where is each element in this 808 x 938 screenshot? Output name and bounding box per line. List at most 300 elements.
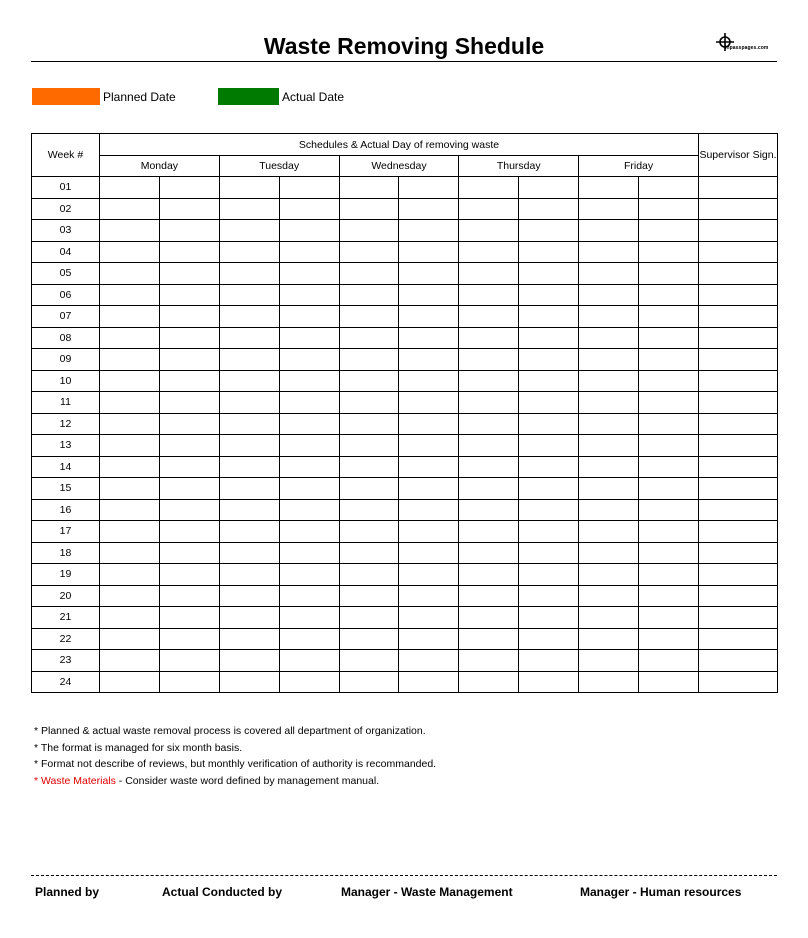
actual-date-cell[interactable]	[279, 435, 339, 457]
actual-date-cell[interactable]	[639, 628, 699, 650]
planned-date-cell[interactable]	[459, 628, 519, 650]
actual-date-cell[interactable]	[399, 585, 459, 607]
planned-date-cell[interactable]	[219, 370, 279, 392]
actual-date-cell[interactable]	[639, 241, 699, 263]
planned-date-cell[interactable]	[579, 478, 639, 500]
planned-date-cell[interactable]	[339, 607, 399, 629]
planned-date-cell[interactable]	[579, 198, 639, 220]
planned-date-cell[interactable]	[459, 177, 519, 199]
actual-date-cell[interactable]	[399, 392, 459, 414]
actual-date-cell[interactable]	[639, 456, 699, 478]
actual-date-cell[interactable]	[639, 585, 699, 607]
planned-date-cell[interactable]	[339, 327, 399, 349]
actual-date-cell[interactable]	[159, 306, 219, 328]
actual-date-cell[interactable]	[279, 177, 339, 199]
schedule-table	[31, 133, 778, 693]
planned-date-cell[interactable]	[100, 263, 160, 285]
actual-date-cell[interactable]	[519, 327, 579, 349]
planned-date-cell[interactable]	[339, 177, 399, 199]
week-number: 10	[32, 370, 100, 392]
actual-date-cell[interactable]	[519, 284, 579, 306]
planned-date-cell[interactable]	[459, 241, 519, 263]
planned-date-cell[interactable]	[579, 628, 639, 650]
supervisor-sign-cell[interactable]	[699, 521, 778, 543]
supervisor-sign-cell[interactable]	[699, 284, 778, 306]
actual-date-cell[interactable]	[279, 628, 339, 650]
actual-date-cell[interactable]	[639, 671, 699, 693]
week-number: 14	[32, 456, 100, 478]
actual-date-cell[interactable]	[639, 392, 699, 414]
supervisor-sign-cell[interactable]	[699, 435, 778, 457]
actual-date-cell[interactable]	[519, 478, 579, 500]
actual-date-cell[interactable]	[399, 220, 459, 242]
actual-date-cell[interactable]	[159, 478, 219, 500]
planned-date-cell[interactable]	[219, 263, 279, 285]
planned-date-cell[interactable]	[579, 284, 639, 306]
planned-date-cell[interactable]	[579, 607, 639, 629]
planned-date-cell[interactable]	[100, 327, 160, 349]
planned-date-cell[interactable]	[100, 349, 160, 371]
actual-date-cell[interactable]	[399, 456, 459, 478]
actual-date-cell[interactable]	[399, 241, 459, 263]
actual-date-cell[interactable]	[279, 650, 339, 672]
planned-date-cell[interactable]	[339, 241, 399, 263]
actual-date-cell[interactable]	[639, 435, 699, 457]
planned-date-cell[interactable]	[219, 521, 279, 543]
planned-date-cell[interactable]	[459, 306, 519, 328]
actual-date-cell[interactable]	[279, 413, 339, 435]
actual-date-cell[interactable]	[519, 370, 579, 392]
planned-date-cell[interactable]	[579, 650, 639, 672]
table-row	[32, 284, 778, 306]
planned-date-cell[interactable]	[339, 198, 399, 220]
planned-date-cell[interactable]	[339, 370, 399, 392]
planned-date-cell[interactable]	[219, 435, 279, 457]
note-line: * Format not describe of reviews, but monthly verification of authority is recommanded.	[34, 758, 437, 770]
actual-date-cell[interactable]	[159, 456, 219, 478]
signature-divider	[31, 875, 777, 876]
planned-date-cell[interactable]	[579, 521, 639, 543]
actual-date-cell[interactable]	[519, 435, 579, 457]
planned-date-cell[interactable]	[219, 413, 279, 435]
actual-date-cell[interactable]	[399, 413, 459, 435]
planned-date-cell[interactable]	[100, 284, 160, 306]
actual-date-cell[interactable]	[399, 564, 459, 586]
planned-date-cell[interactable]	[459, 456, 519, 478]
planned-date-cell[interactable]	[579, 435, 639, 457]
planned-date-cell[interactable]	[579, 263, 639, 285]
supervisor-sign-cell[interactable]	[699, 370, 778, 392]
actual-date-cell[interactable]	[279, 198, 339, 220]
actual-date-cell[interactable]	[279, 499, 339, 521]
manager-hr-label: Manager - Human resources	[580, 885, 742, 899]
actual-date-cell[interactable]	[159, 284, 219, 306]
actual-date-cell[interactable]	[639, 521, 699, 543]
planned-date-cell[interactable]	[219, 392, 279, 414]
actual-date-cell[interactable]	[279, 306, 339, 328]
actual-date-cell[interactable]	[399, 370, 459, 392]
actual-date-cell[interactable]	[279, 585, 339, 607]
week-number: 03	[32, 220, 100, 242]
actual-date-cell[interactable]	[519, 241, 579, 263]
actual-date-cell[interactable]	[159, 241, 219, 263]
actual-date-cell[interactable]	[519, 413, 579, 435]
actual-date-cell[interactable]	[639, 220, 699, 242]
actual-date-cell[interactable]	[519, 263, 579, 285]
supervisor-sign-cell[interactable]	[699, 241, 778, 263]
planned-date-cell[interactable]	[339, 650, 399, 672]
planned-date-cell[interactable]	[459, 435, 519, 457]
planned-date-cell[interactable]	[339, 284, 399, 306]
planned-date-cell[interactable]	[459, 198, 519, 220]
week-number: 23	[32, 650, 100, 672]
actual-date-cell[interactable]	[159, 220, 219, 242]
actual-date-cell[interactable]	[519, 220, 579, 242]
planned-date-cell[interactable]	[100, 521, 160, 543]
planned-date-cell[interactable]	[579, 456, 639, 478]
actual-date-cell[interactable]	[279, 607, 339, 629]
actual-date-cell[interactable]	[519, 542, 579, 564]
supervisor-sign-cell[interactable]	[699, 413, 778, 435]
actual-date-cell[interactable]	[639, 607, 699, 629]
planned-date-cell[interactable]	[100, 607, 160, 629]
table-row	[32, 220, 778, 242]
actual-date-cell[interactable]	[159, 349, 219, 371]
planned-date-cell[interactable]	[100, 499, 160, 521]
planned-date-cell[interactable]	[339, 628, 399, 650]
planned-by-label: Planned by	[35, 885, 100, 899]
planned-date-cell[interactable]	[579, 585, 639, 607]
planned-date-cell[interactable]	[339, 306, 399, 328]
planned-date-cell[interactable]	[339, 499, 399, 521]
actual-date-cell[interactable]	[639, 349, 699, 371]
planned-date-cell[interactable]	[100, 413, 160, 435]
actual-date-cell[interactable]	[159, 607, 219, 629]
actual-date-cell[interactable]	[639, 263, 699, 285]
actual-date-cell[interactable]	[639, 284, 699, 306]
table-row	[32, 499, 778, 521]
actual-date-cell[interactable]	[159, 198, 219, 220]
planned-date-cell[interactable]	[459, 521, 519, 543]
planned-date-cell[interactable]	[459, 284, 519, 306]
planned-date-cell[interactable]	[459, 220, 519, 242]
planned-date-cell[interactable]	[579, 306, 639, 328]
actual-date-cell[interactable]	[159, 413, 219, 435]
actual-date-cell[interactable]	[279, 284, 339, 306]
actual-date-cell[interactable]	[639, 650, 699, 672]
planned-date-cell[interactable]	[339, 564, 399, 586]
planned-date-cell[interactable]	[219, 327, 279, 349]
supervisor-sign-cell[interactable]	[699, 478, 778, 500]
planned-date-cell[interactable]	[579, 177, 639, 199]
planned-date-cell[interactable]	[339, 542, 399, 564]
planned-date-cell[interactable]	[339, 220, 399, 242]
supervisor-sign-cell[interactable]	[699, 564, 778, 586]
planned-date-cell[interactable]	[219, 478, 279, 500]
notes-section	[34, 723, 436, 789]
planned-date-cell[interactable]	[100, 542, 160, 564]
planned-date-cell[interactable]	[100, 435, 160, 457]
actual-date-cell[interactable]	[159, 499, 219, 521]
note-line: * Planned & actual waste removal process is covered all department of organization.	[34, 725, 426, 737]
planned-date-cell[interactable]	[459, 499, 519, 521]
actual-date-cell[interactable]	[279, 542, 339, 564]
actual-date-cell[interactable]	[399, 306, 459, 328]
planned-date-cell[interactable]	[219, 650, 279, 672]
planned-date-cell[interactable]	[100, 478, 160, 500]
actual-date-cell[interactable]	[159, 650, 219, 672]
planned-date-cell[interactable]	[579, 392, 639, 414]
actual-date-cell[interactable]	[279, 671, 339, 693]
planned-date-cell[interactable]	[219, 241, 279, 263]
actual-date-cell[interactable]	[159, 542, 219, 564]
week-number: 15	[32, 478, 100, 500]
supervisor-sign-cell[interactable]	[699, 542, 778, 564]
actual-date-cell[interactable]	[639, 370, 699, 392]
actual-date-cell[interactable]	[639, 327, 699, 349]
schedule-header: Schedules & Actual Day of removing waste	[100, 134, 699, 156]
actual-date-cell[interactable]	[159, 585, 219, 607]
planned-date-cell[interactable]	[459, 650, 519, 672]
planned-date-cell[interactable]	[339, 435, 399, 457]
actual-date-cell[interactable]	[399, 435, 459, 457]
planned-date-cell[interactable]	[100, 585, 160, 607]
actual-date-cell[interactable]	[159, 564, 219, 586]
actual-date-cell[interactable]	[399, 521, 459, 543]
planned-date-cell[interactable]	[339, 521, 399, 543]
planned-date-cell[interactable]	[219, 177, 279, 199]
week-header: Week #	[32, 134, 100, 177]
planned-date-cell[interactable]	[219, 542, 279, 564]
planned-date-cell[interactable]	[219, 198, 279, 220]
actual-date-cell[interactable]	[399, 542, 459, 564]
actual-date-cell[interactable]	[639, 542, 699, 564]
planned-date-cell[interactable]	[459, 564, 519, 586]
supervisor-sign-cell[interactable]	[699, 306, 778, 328]
supervisor-sign-cell[interactable]	[699, 628, 778, 650]
planned-date-cell[interactable]	[100, 564, 160, 586]
actual-date-cell[interactable]	[279, 370, 339, 392]
planned-date-cell[interactable]	[100, 370, 160, 392]
actual-date-cell[interactable]	[519, 671, 579, 693]
actual-date-cell[interactable]	[639, 478, 699, 500]
actual-date-label: Actual Date	[282, 89, 345, 104]
planned-date-cell[interactable]	[100, 177, 160, 199]
actual-date-cell[interactable]	[399, 499, 459, 521]
actual-date-cell[interactable]	[519, 564, 579, 586]
planned-date-cell[interactable]	[100, 392, 160, 414]
actual-date-cell[interactable]	[639, 306, 699, 328]
actual-date-cell[interactable]	[399, 478, 459, 500]
actual-date-cell[interactable]	[519, 585, 579, 607]
day-header-friday: Friday	[579, 156, 699, 177]
actual-date-cell[interactable]	[519, 198, 579, 220]
planned-date-cell[interactable]	[459, 370, 519, 392]
actual-date-cell[interactable]	[519, 521, 579, 543]
planned-date-cell[interactable]	[339, 392, 399, 414]
planned-date-cell[interactable]	[219, 220, 279, 242]
actual-date-cell[interactable]	[519, 349, 579, 371]
actual-date-cell[interactable]	[279, 220, 339, 242]
planned-date-cell[interactable]	[100, 671, 160, 693]
actual-date-cell[interactable]	[519, 650, 579, 672]
week-number: 24	[32, 671, 100, 693]
planned-date-cell[interactable]	[579, 564, 639, 586]
actual-date-cell[interactable]	[399, 198, 459, 220]
actual-date-cell[interactable]	[159, 263, 219, 285]
week-number: 19	[32, 564, 100, 586]
actual-date-cell[interactable]	[159, 671, 219, 693]
planned-date-cell[interactable]	[459, 607, 519, 629]
supervisor-sign-cell[interactable]	[699, 456, 778, 478]
planned-date-cell[interactable]	[339, 585, 399, 607]
actual-date-cell[interactable]	[279, 241, 339, 263]
supervisor-sign-cell[interactable]	[699, 327, 778, 349]
actual-date-cell[interactable]	[279, 392, 339, 414]
actual-date-cell[interactable]	[279, 263, 339, 285]
planned-date-cell[interactable]	[459, 478, 519, 500]
supervisor-sign-cell[interactable]	[699, 198, 778, 220]
planned-date-cell[interactable]	[100, 456, 160, 478]
actual-date-cell[interactable]	[399, 650, 459, 672]
planned-date-cell[interactable]	[339, 263, 399, 285]
supervisor-sign-cell[interactable]	[699, 392, 778, 414]
page-title: Waste Removing Shedule	[263, 33, 545, 59]
planned-date-cell[interactable]	[339, 413, 399, 435]
planned-date-cell[interactable]	[219, 607, 279, 629]
planned-date-cell[interactable]	[219, 306, 279, 328]
actual-date-cell[interactable]	[159, 521, 219, 543]
actual-date-cell[interactable]	[519, 177, 579, 199]
planned-date-cell[interactable]	[339, 478, 399, 500]
planned-date-cell[interactable]	[219, 349, 279, 371]
table-row	[32, 241, 778, 263]
actual-date-cell[interactable]	[399, 607, 459, 629]
week-number: 07	[32, 306, 100, 328]
planned-date-cell[interactable]	[459, 327, 519, 349]
planned-date-cell[interactable]	[459, 263, 519, 285]
actual-date-cell[interactable]	[519, 456, 579, 478]
planned-date-cell[interactable]	[459, 413, 519, 435]
planned-date-cell[interactable]	[219, 499, 279, 521]
actual-date-cell[interactable]	[639, 499, 699, 521]
actual-date-cell[interactable]	[639, 413, 699, 435]
table-row	[32, 671, 778, 693]
planned-date-cell[interactable]	[579, 349, 639, 371]
planned-date-cell[interactable]	[339, 456, 399, 478]
supervisor-sign-cell[interactable]	[699, 585, 778, 607]
actual-date-cell[interactable]	[279, 349, 339, 371]
week-number: 05	[32, 263, 100, 285]
planned-date-cell[interactable]	[339, 349, 399, 371]
supervisor-sign-cell[interactable]	[699, 650, 778, 672]
actual-date-cell[interactable]	[159, 370, 219, 392]
waste-materials-text: - Consider waste word defined by management manual.	[115, 774, 380, 787]
planned-date-cell[interactable]	[579, 499, 639, 521]
actual-date-cell[interactable]	[399, 349, 459, 371]
planned-date-cell[interactable]	[459, 585, 519, 607]
planned-date-cell[interactable]	[100, 198, 160, 220]
planned-date-cell[interactable]	[579, 370, 639, 392]
planned-date-cell[interactable]	[459, 542, 519, 564]
supervisor-sign-cell[interactable]	[699, 499, 778, 521]
actual-date-cell[interactable]	[519, 607, 579, 629]
note-line	[34, 773, 436, 790]
actual-date-cell[interactable]	[159, 327, 219, 349]
planned-date-cell[interactable]	[579, 413, 639, 435]
actual-date-cell[interactable]	[159, 628, 219, 650]
actual-date-cell[interactable]	[399, 284, 459, 306]
planned-date-cell[interactable]	[219, 284, 279, 306]
planned-date-label: Planned Date	[103, 89, 176, 104]
week-number: 02	[32, 198, 100, 220]
actual-date-cell[interactable]	[279, 521, 339, 543]
planned-date-cell[interactable]	[339, 671, 399, 693]
actual-date-cell[interactable]	[159, 435, 219, 457]
actual-date-cell[interactable]	[279, 327, 339, 349]
supervisor-sign-cell[interactable]	[699, 263, 778, 285]
actual-date-cell[interactable]	[159, 392, 219, 414]
actual-date-cell[interactable]	[399, 263, 459, 285]
planned-date-cell[interactable]	[100, 650, 160, 672]
actual-date-cell[interactable]	[399, 628, 459, 650]
planned-date-cell[interactable]	[100, 241, 160, 263]
planned-date-cell[interactable]	[219, 671, 279, 693]
actual-date-cell[interactable]	[519, 306, 579, 328]
actual-date-cell[interactable]	[279, 564, 339, 586]
actual-date-cell[interactable]	[399, 327, 459, 349]
supervisor-sign-cell[interactable]	[699, 607, 778, 629]
planned-date-cell[interactable]	[219, 628, 279, 650]
planned-date-cell[interactable]	[579, 542, 639, 564]
planned-date-cell[interactable]	[459, 671, 519, 693]
planned-date-cell[interactable]	[100, 306, 160, 328]
actual-date-cell[interactable]	[279, 478, 339, 500]
supervisor-sign-cell[interactable]	[699, 671, 778, 693]
actual-date-swatch	[218, 88, 279, 105]
week-number: 22	[32, 628, 100, 650]
planned-date-cell[interactable]	[579, 671, 639, 693]
table-row	[32, 177, 778, 199]
actual-date-cell[interactable]	[639, 564, 699, 586]
supervisor-sign-cell[interactable]	[699, 349, 778, 371]
planned-date-cell[interactable]	[219, 564, 279, 586]
planned-date-cell[interactable]	[100, 220, 160, 242]
actual-date-cell[interactable]	[639, 177, 699, 199]
planned-date-cell[interactable]	[459, 349, 519, 371]
planned-date-cell[interactable]	[579, 241, 639, 263]
planned-date-cell[interactable]	[579, 327, 639, 349]
week-number: 16	[32, 499, 100, 521]
planned-date-cell[interactable]	[219, 456, 279, 478]
actual-date-cell[interactable]	[159, 177, 219, 199]
actual-date-cell[interactable]	[639, 198, 699, 220]
table-row	[32, 564, 778, 586]
planned-date-cell[interactable]	[459, 392, 519, 414]
actual-date-cell[interactable]	[279, 456, 339, 478]
actual-date-cell[interactable]	[519, 392, 579, 414]
actual-date-cell[interactable]	[399, 671, 459, 693]
actual-date-cell[interactable]	[519, 628, 579, 650]
supervisor-sign-cell[interactable]	[699, 220, 778, 242]
supervisor-sign-cell[interactable]	[699, 177, 778, 199]
week-number: 18	[32, 542, 100, 564]
actual-date-cell[interactable]	[519, 499, 579, 521]
planned-date-cell[interactable]	[579, 220, 639, 242]
planned-date-cell[interactable]	[100, 628, 160, 650]
actual-date-cell[interactable]	[399, 177, 459, 199]
planned-date-cell[interactable]	[219, 585, 279, 607]
